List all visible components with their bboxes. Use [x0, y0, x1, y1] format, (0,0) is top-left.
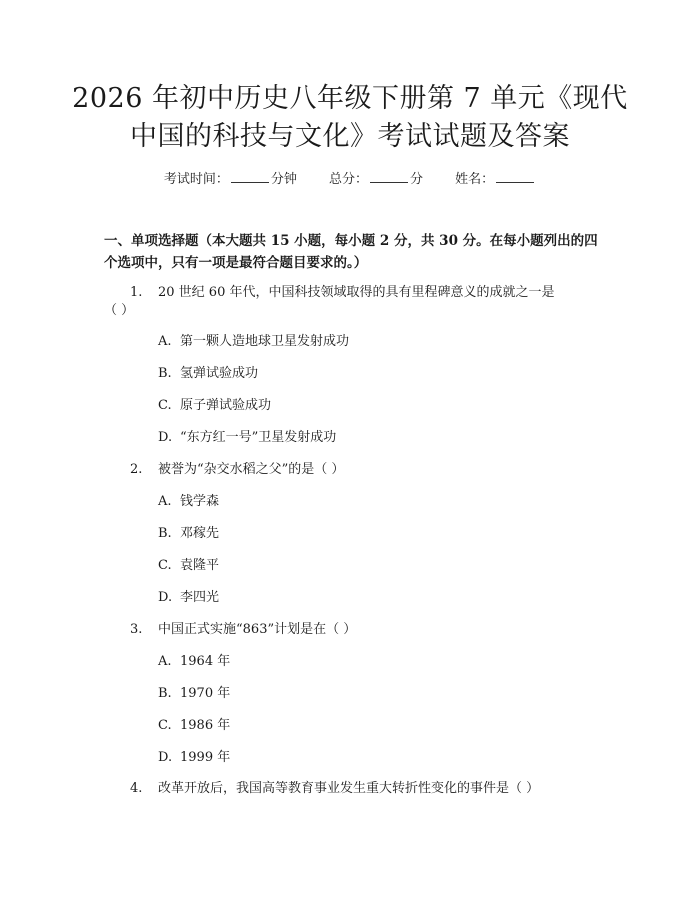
- time-unit: 分钟: [270, 172, 297, 187]
- name-blank: [496, 171, 534, 183]
- option-text: 袁隆平: [180, 558, 220, 573]
- exam-time: [164, 168, 297, 187]
- question-number: 2.: [130, 462, 143, 477]
- option-letter: C.: [158, 718, 172, 733]
- question-2-option-c: [158, 556, 219, 576]
- option-letter: C.: [158, 558, 172, 573]
- option-text: 1964 年: [180, 654, 231, 669]
- option-letter: B.: [158, 366, 172, 381]
- option-text: 1986 年: [180, 718, 231, 733]
- score-blank: [370, 171, 408, 183]
- question-3-option-d: [158, 748, 230, 768]
- question-1-option-d: [158, 428, 336, 448]
- score-label: 总分：: [328, 172, 368, 187]
- question-2-option-b: [158, 524, 219, 544]
- option-letter: B.: [158, 686, 172, 701]
- section-heading: 一、单项选择题（本大题共 15 小题，每小题 2 分，共 30 分。在每小题列出的四个选项中，只有一项是最符合题目要求的。）: [104, 233, 598, 271]
- title-line-1: 2026 年初中历史八年级下册第 7 单元《现代: [72, 83, 628, 114]
- title-line-2: 中国的科技与文化》考试试题及答案: [130, 121, 570, 152]
- option-text: 原子弹试验成功: [180, 398, 272, 413]
- question-2-option-d: [158, 588, 219, 608]
- option-text: 第一颗人造地球卫星发射成功: [180, 334, 350, 349]
- question-text: 20 世纪 60 年代，中国科技领域取得的具有里程碑意义的成就之一是: [158, 285, 555, 300]
- question-number: 3.: [130, 622, 143, 637]
- exam-meta: [0, 168, 700, 187]
- question-1-option-c: [158, 396, 271, 416]
- score-unit: 分: [410, 172, 424, 187]
- option-letter: B.: [158, 526, 172, 541]
- question-3: [130, 619, 356, 641]
- option-letter: C.: [158, 398, 172, 413]
- name-label: 姓名：: [455, 172, 495, 187]
- option-text: “东方红一号”卫星发射成功: [180, 430, 337, 445]
- question-4: [130, 778, 610, 800]
- question-text: 被誉为“杂交水稻之父”的是（ ）: [158, 462, 345, 477]
- option-text: 氢弹试验成功: [180, 366, 259, 381]
- option-text: 邓稼先: [180, 526, 220, 541]
- option-text: 1999 年: [180, 750, 231, 765]
- question-number: 1.: [130, 285, 143, 300]
- exam-name: [455, 168, 536, 187]
- question-1-option-b: [158, 364, 258, 384]
- time-blank: [231, 171, 269, 183]
- question-3-option-a: [158, 652, 230, 672]
- question-text: 中国正式实施“863”计划是在（ ）: [158, 622, 357, 637]
- option-letter: A.: [158, 654, 172, 669]
- question-2: [130, 459, 344, 481]
- question-3-option-c: [158, 716, 230, 736]
- time-label: 考试时间：: [163, 172, 229, 187]
- option-letter: A.: [158, 494, 172, 509]
- question-2-option-a: [158, 492, 219, 512]
- option-letter: D.: [158, 430, 173, 445]
- option-letter: D.: [158, 750, 173, 765]
- question-1-continuation: （ ）: [104, 303, 135, 318]
- question-1-option-a: [158, 332, 349, 352]
- question-text: 改革开放后，我国高等教育事业发生重大转折性变化的事件是（ ）: [158, 781, 540, 796]
- page-title: [60, 80, 640, 156]
- question-number: 4.: [130, 781, 143, 796]
- option-text: 李四光: [180, 590, 220, 605]
- option-text: 1970 年: [180, 686, 231, 701]
- option-letter: A.: [158, 334, 172, 349]
- question-3-option-b: [158, 684, 230, 704]
- option-letter: D.: [158, 590, 173, 605]
- exam-score: [329, 168, 423, 187]
- option-text: 钱学森: [180, 494, 220, 509]
- question-1: [130, 282, 610, 304]
